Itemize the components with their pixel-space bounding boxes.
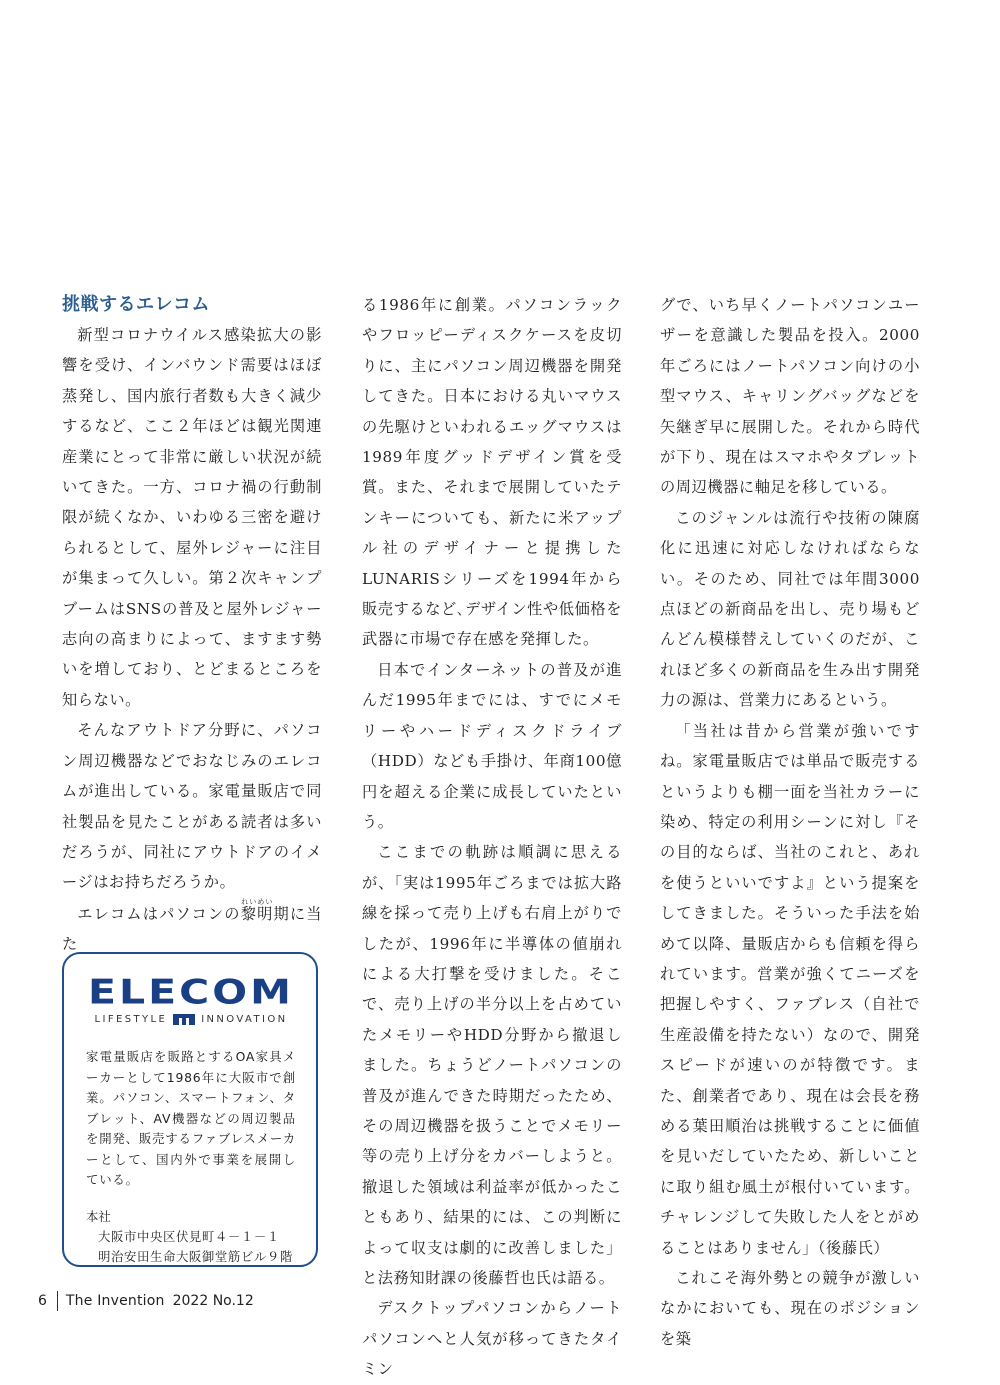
text-fragment: エレコムはパソコンの <box>77 904 241 923</box>
paragraph: る1986年に創業。パソコンラックやフロッピーディスクケースを皮切りに、主にパソコン周辺機器を開発してきた。日本における丸いマウスの先駆けといわれるエッグマウスは1989年度グッドデザイン賞を受賞。また、それまで展開していたテンキーについても、新たに米アップル社のデザイナーと提携したLUNARISシリーズを1994年から販売するなど､デザイン性や低価格を武器に市場で存在感を発揮した。 <box>362 296 622 649</box>
ruby-base: 黎明 <box>240 904 274 923</box>
tagline-left: LIFESTYLE <box>94 1014 168 1025</box>
paragraph: 日本でインターネットの普及が進んだ1995年までには、すでにメモリーやハードディスクドライブ（HDD）なども手掛け、年商100億円を超える企業に成長していたという。 <box>362 660 622 831</box>
headquarters-label: 本社 <box>86 1208 111 1224</box>
article-column-1 <box>62 290 322 960</box>
paragraph: グで、いち早くノートパソコンユーザーを意識した製品を投入。2000年ごろにはノートパソコン向けの小型マウス、キャリングバッグなどを矢継ぎ早に展開した。それから時代が下り、現在はスマホやタブレットの周辺機器に軸足を移している。 <box>660 296 920 497</box>
elecom-m-mark-icon <box>173 1014 195 1025</box>
ruby-annotation <box>240 897 274 923</box>
headquarters-address-line-2: 明治安田生命大阪御堂筋ビル９階 <box>98 1249 293 1264</box>
magazine-title: The Invention <box>65 1293 165 1309</box>
section-heading: 挑戦するエレコム <box>62 294 210 315</box>
paragraph: 新型コロナウイルス感染拡大の影響を受け、インバウンド需要はほぼ蒸発し、国内旅行者数も大きく減少するなど、ここ２年ほどは観光関連産業にとって非常に厳しい状況が続いてきた。一方、コロナ禍の行動制限が続くなか、いわゆる三密を避けられるとして、屋外レジャーに注目が集まって久しい。第２次キャンプブームはSNSの普及と屋外レジャー志向の高まりによって、ますます勢いを増しており、とどまるところを知らない。 <box>62 326 322 709</box>
ruby-reading: れいめい <box>240 897 273 906</box>
issue-number: 2022 No.12 <box>172 1293 254 1309</box>
paragraph: デスクトップパソコンからノートパソコンへと人気が移ってきたタイミン <box>362 1299 622 1379</box>
article-column-3 <box>660 290 920 1354</box>
paragraph: ここまでの軌跡は順調に思えるが、「実は1995年ごろまでは拡大路線を採って売り上げも右肩上がりでしたが、1996年に半導体の値崩れによる大打撃を受けました。そこで、売り上げの半分以上を占めていたメモリーやHDD分野から撤退しました。ちょうどノートパソコンの普及が進んできた時期だったため、その周辺機器を扱うことでメモリー等の売り上げ分をカバーしようと。撤退した領域は利益率が低かったこともあり、結果的には、この判断によって収支は劇的に改善しました」と法務知財課の後藤哲也氏は語る。 <box>362 843 622 1287</box>
paragraph <box>62 898 322 960</box>
article-column-2 <box>362 290 622 1385</box>
elecom-logo: ELECOM <box>88 972 294 1012</box>
company-description: 家電量販店を販路とするOA家具メーカーとして1986年に大阪市で創業。パソコン、スマートフォン、タブレット、AV機器などの周辺製品を開発、販売するファブレスメーカーとして、国内外で事業を展開している。 <box>86 1049 296 1187</box>
logo-tagline <box>86 1014 296 1025</box>
page-number: 6 <box>38 1293 47 1309</box>
paragraph: このジャンルは流行や技術の陳腐化に迅速に対応しなければならない。そのため、同社では年間3000点ほどの新商品を出し、売り場もどんどん模様替えしていくのだが、これほど多くの新商品を生み出す開発力の源は、営業力にあるという。 <box>660 508 920 710</box>
paragraph: これこそ海外勢との競争が激しいなかにおいても、現在のポジションを築 <box>660 1269 920 1348</box>
footer-divider <box>57 1291 58 1311</box>
page-footer <box>38 1290 254 1312</box>
paragraph: そんなアウトドア分野に、パソコン周辺機器などでおなじみのエレコムが進出している。家電量販店で同社製品を見たことがある読者は多いだろうが、同社にアウトドアのイメージはお持ちだろうか。 <box>62 721 322 892</box>
paragraph: 「当社は昔から営業が強いですね。家電量販店では単品で販売するというよりも棚一面を当社カラーに染め、特定の利用シーンに対し『その目的ならば、当社のこれと、あれを使うといいですよ』という提案をしてきました。そういった手法を始めて以降、量販店からも信頼を得られています。営業が強くてニーズを把握しやすく、ファブレス（自社で生産設備を持たない）なので、開発スピードが速いのが特徴です。また、創業者であり、現在は会長を務める葉田順治は挑戦することに価値を見いだしていたため、新しいことに取り組む風土が根付いています。チャレンジして失敗した人をとがめることはありません」（後藤氏） <box>660 721 920 1257</box>
headquarters-address-line-1: 大阪市中央区伏見町４－１－１ <box>98 1228 280 1244</box>
tagline-right: INNOVATION <box>201 1014 288 1025</box>
text-fragment: 期に当た <box>62 904 322 954</box>
company-info-box <box>62 952 318 1267</box>
